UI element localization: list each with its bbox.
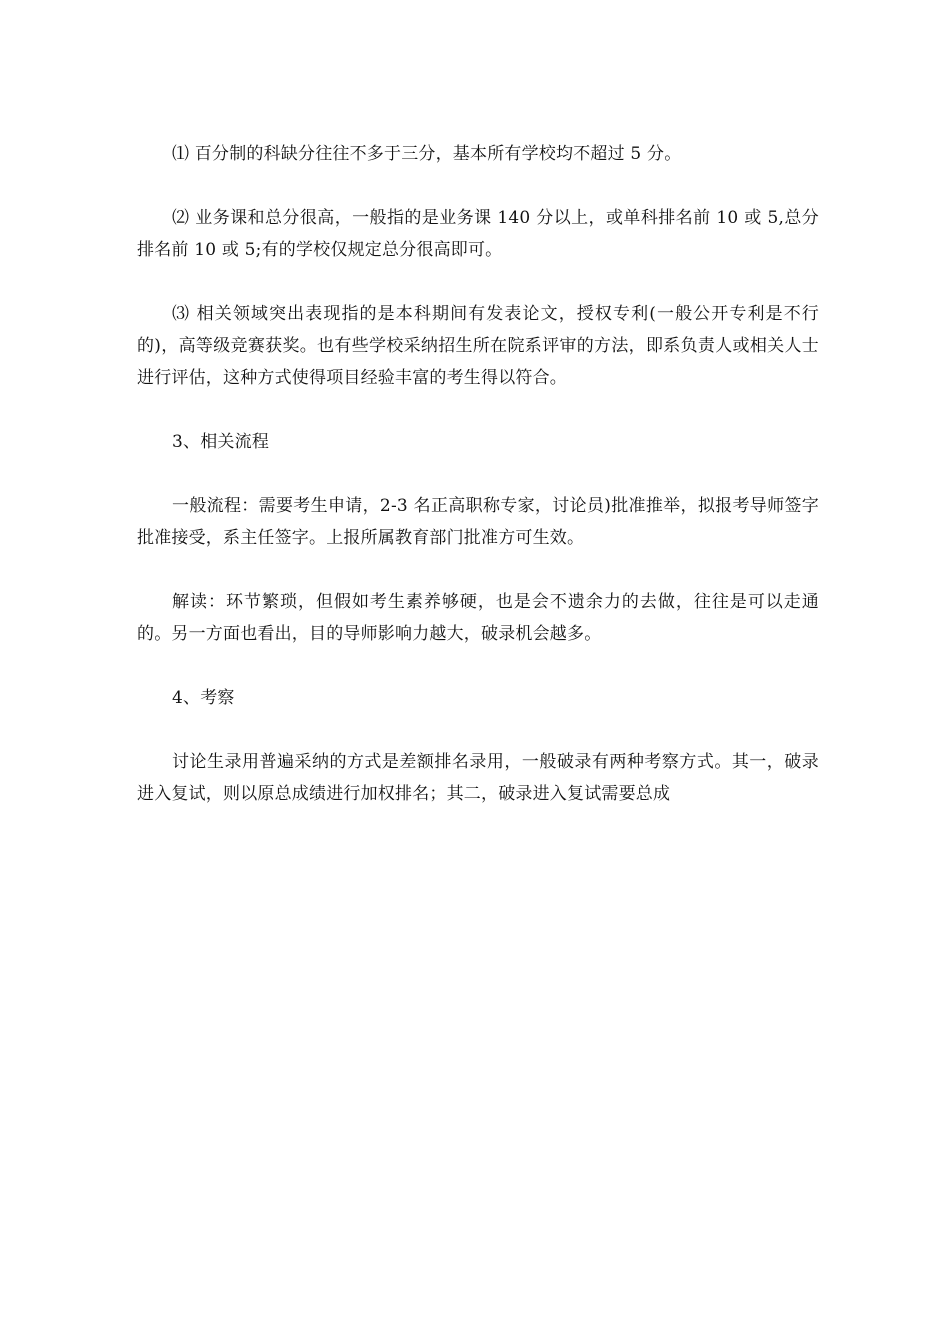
paragraph-interpretation: 解读：环节繁琐，但假如考生素养够硬，也是会不遗余力的去做，往往是可以走通的。另一方面也看出，目的导师影响力越大，破录机会越多。 bbox=[137, 592, 819, 644]
document-body bbox=[137, 138, 819, 842]
paragraph-criteria-3: ⑶ 相关领域突出表现指的是本科期间有发表论文，授权专利(一般公开专利是不行的)，高等级竞赛获奖。也有些学校采纳招生所在院系评审的方法，即系负责人或相关人士进行评估，这种方式使得项目经验丰富的考生得以符合。 bbox=[137, 304, 819, 388]
paragraph-criteria-2: ⑵ 业务课和总分很高，一般指的是业务课 140 分以上，或单科排名前 10 或 5,总分排名前 10 或 5;有的学校仅规定总分很高即可。 bbox=[137, 208, 819, 260]
paragraph-criteria-1: ⑴ 百分制的科缺分往往不多于三分，基本所有学校均不超过 5 分。 bbox=[172, 144, 682, 164]
paragraph-assessment: 讨论生录用普遍采纳的方式是差额排名录用，一般破录有两种考察方式。其一，破录进入复试，则以原总成绩进行加权排名；其二，破录进入复试需要总成 bbox=[137, 752, 819, 804]
paragraph-general-process: 一般流程：需要考生申请，2-3 名正高职称专家，讨论员)批准推举，拟报考导师签字批准接受，系主任签字。上报所属教育部门批准方可生效。 bbox=[137, 496, 819, 548]
section-heading-assessment: 4、考察 bbox=[172, 688, 235, 708]
section-heading-process: 3、相关流程 bbox=[172, 432, 270, 452]
